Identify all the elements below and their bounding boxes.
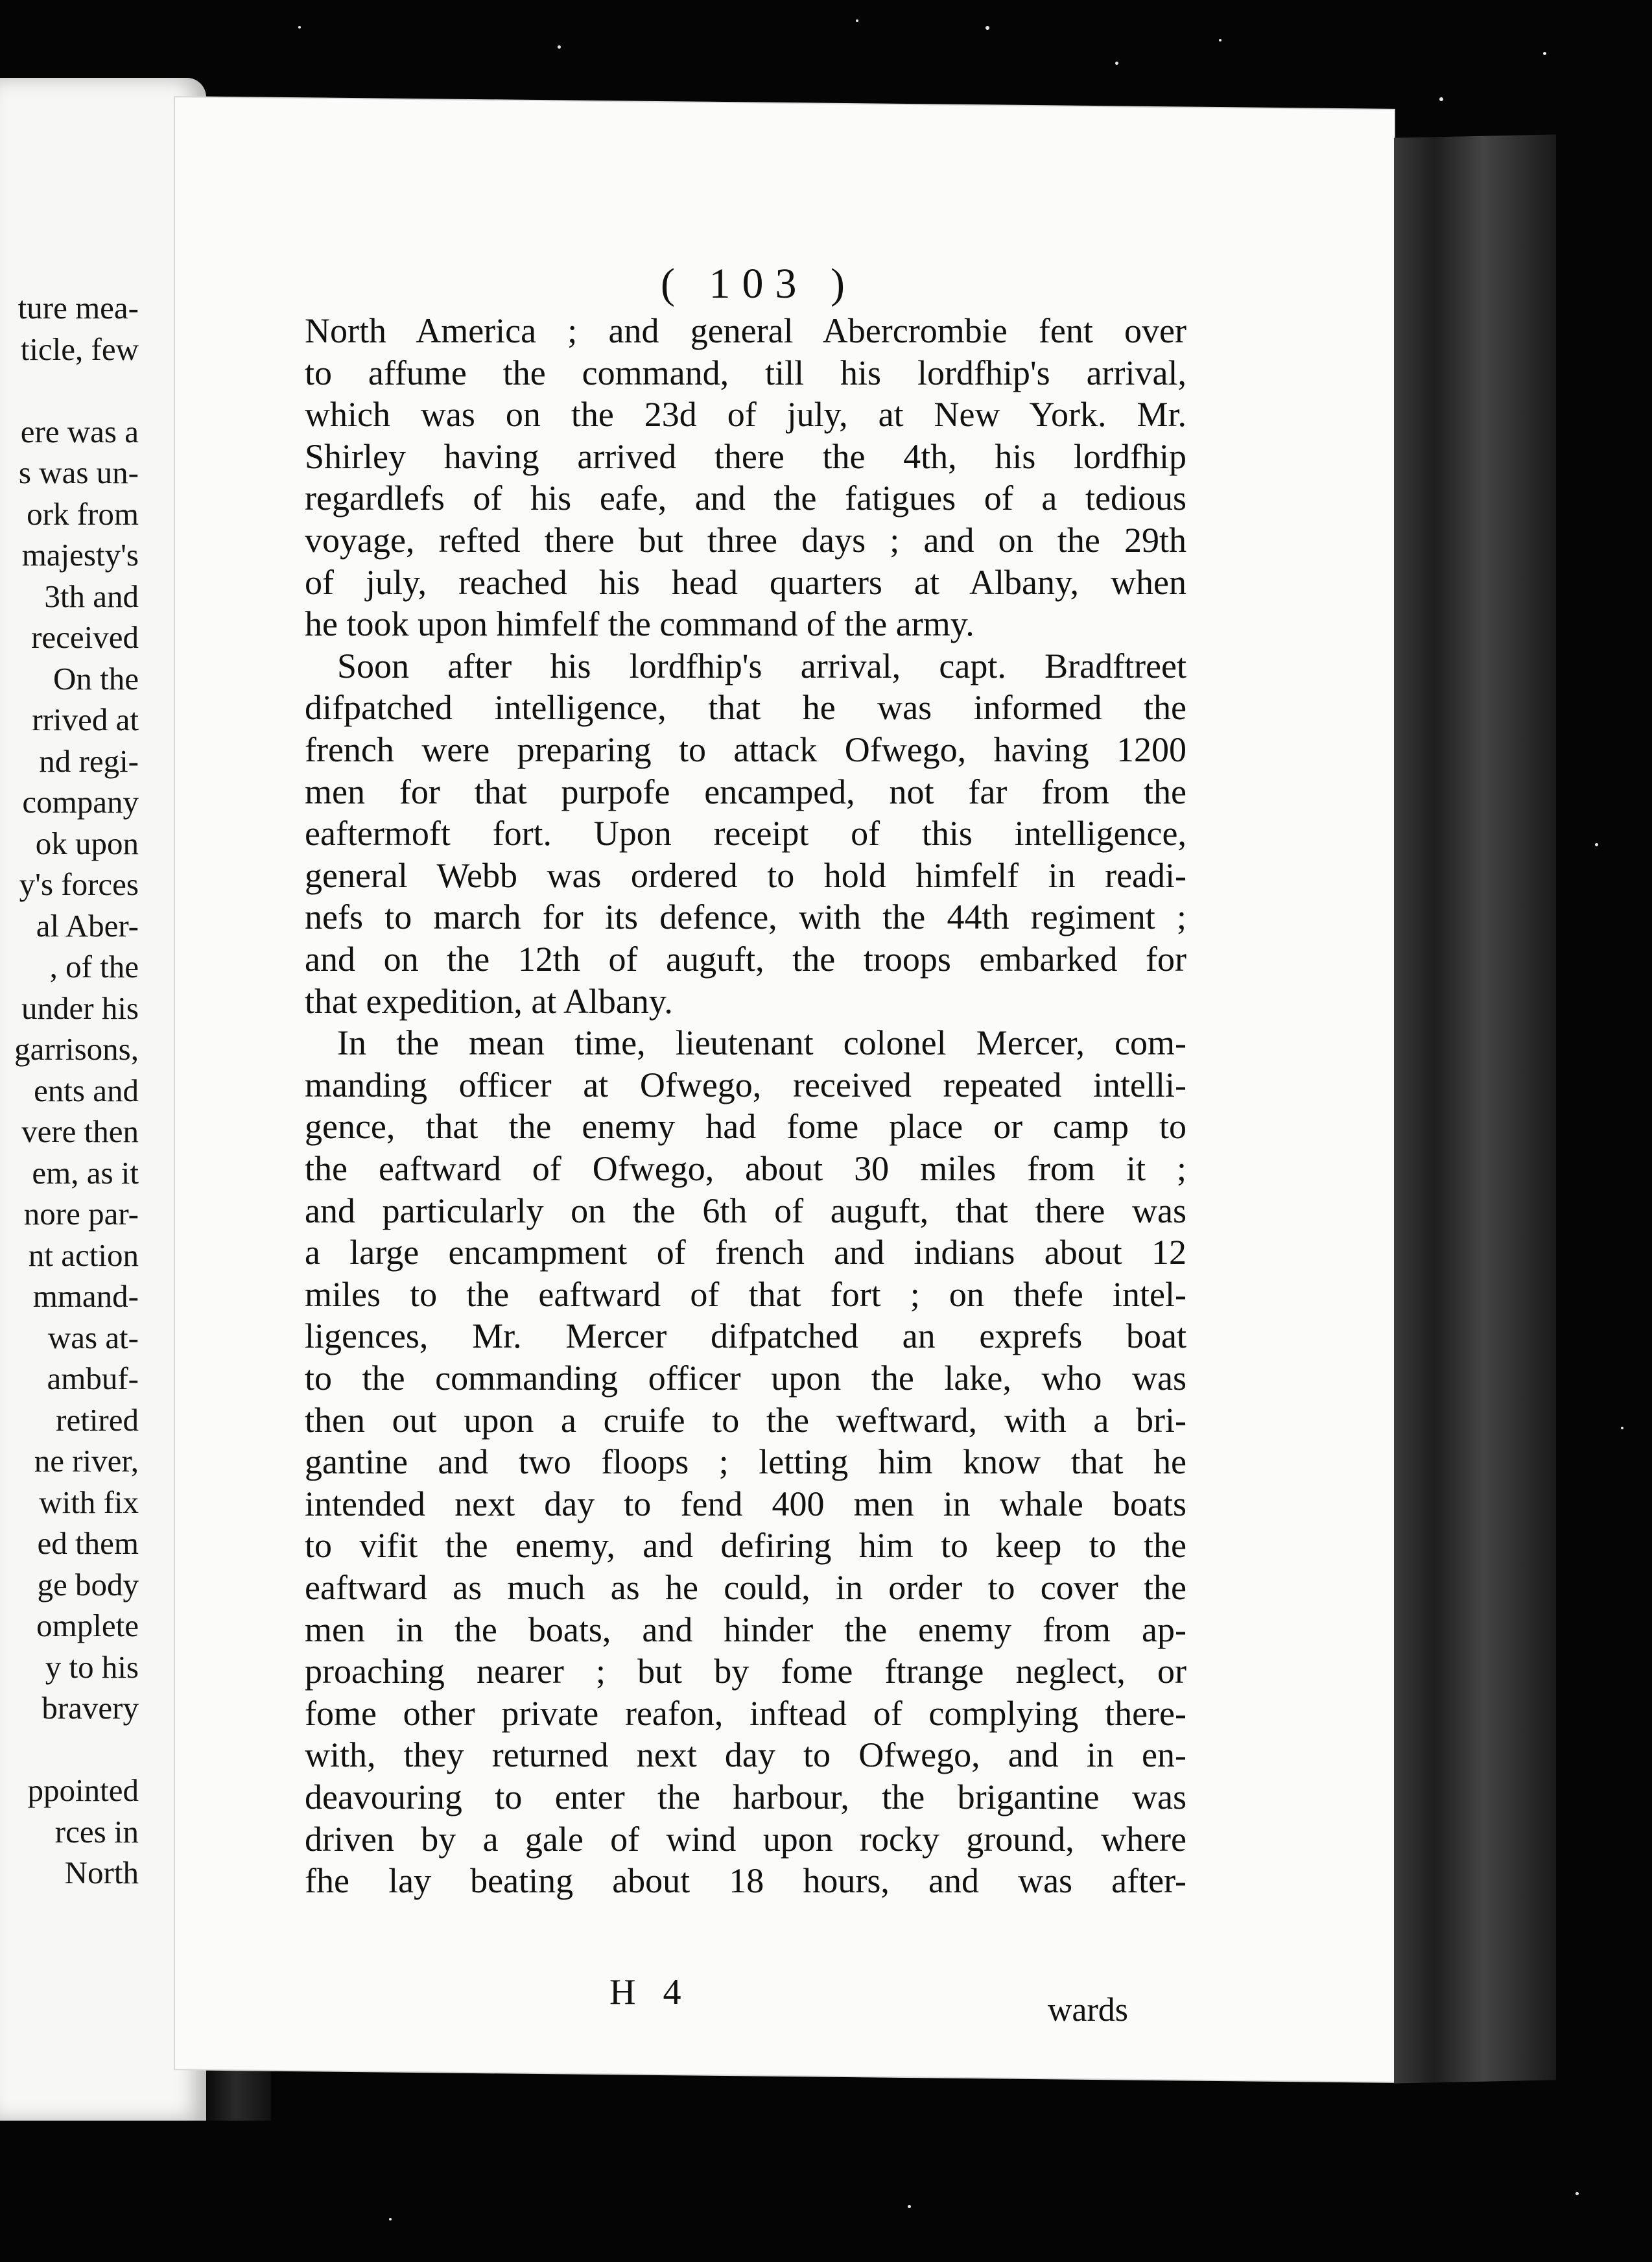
left-page-line: was at- [47, 1319, 139, 1355]
left-page-line: North [64, 1855, 139, 1890]
left-page-line: ticle, few [20, 331, 139, 367]
text-line: and on the 12th of auguft, the troops embarked for [305, 940, 1186, 979]
text-line: to affume the command, till his lordfhip's arrival, [305, 353, 1186, 392]
left-page-line: On the [53, 660, 139, 696]
left-page-line: , of the [49, 949, 139, 984]
text-line: a large encampment of french and indians about 12 [305, 1233, 1186, 1272]
left-page-line: with fix [39, 1484, 139, 1520]
left-page-line: retired [56, 1401, 139, 1438]
left-page-line: nore par- [23, 1196, 139, 1232]
text-line: Shirley having arrived there the 4th, his lordfhip [305, 436, 1186, 476]
left-page-line: mmand- [32, 1278, 139, 1314]
text-line: regardlefs of his eafe, and the fatigues of a tedious [305, 479, 1186, 518]
left-page-line: rces in [54, 1813, 139, 1850]
text-line: which was on the 23d of july, at New York. Mr. [305, 395, 1186, 435]
left-page-line: y's forces [19, 866, 139, 902]
text-line: ligences, Mr. Mercer difpatched an exprefs boat [305, 1316, 1186, 1356]
text-line: proaching nearer ; but by fome ftrange neglect, or [305, 1652, 1186, 1691]
left-page-line: nd regi- [39, 743, 139, 779]
page-edge [1394, 134, 1556, 2083]
text-line: nefs to march for its defence, with the 44th regiment ; [305, 898, 1186, 937]
text-line: difpatched intelligence, that he was informed the [305, 688, 1186, 728]
left-page-line: ok upon [35, 825, 139, 861]
text-line: eaftward as much as he could, in order to cover the [305, 1568, 1186, 1607]
left-page-line: s was un- [18, 455, 139, 490]
left-page-line: received [31, 619, 139, 655]
left-page-line: y to his [45, 1649, 139, 1685]
text-line: that expedition, at Albany. [305, 981, 673, 1021]
left-page-line: rrived at [32, 702, 139, 737]
text-line: men for that purpofe encamped, not far from the [305, 772, 1186, 811]
text-line: of july, reached his head quarters at Albany, when [305, 562, 1186, 602]
left-page-line: majesty's [21, 537, 139, 573]
left-page-line: ambuf- [47, 1361, 139, 1396]
text-line: manding officer at Ofwego, received repeated intelli- [305, 1065, 1186, 1104]
left-page-line: omplete [36, 1608, 139, 1643]
text-line: men in the boats, and hinder the enemy from ap- [305, 1610, 1186, 1649]
left-page-line: ork from [27, 495, 139, 532]
left-page-line: ture mea- [18, 290, 139, 326]
left-page-line: ne river, [34, 1443, 139, 1479]
signature-mark: H 4 [609, 1972, 690, 2012]
page-number: ( 103 ) [661, 260, 856, 307]
catchword: wards [1047, 1992, 1128, 2029]
left-page-line: 3th and [44, 578, 139, 614]
text-line: gence, that the enemy had fome place or camp to [305, 1107, 1186, 1147]
text-line: eaftermoft fort. Upon receipt of this intelligence, [305, 814, 1186, 853]
text-line: driven by a gale of wind upon rocky ground, where [305, 1819, 1186, 1859]
left-page-line: em, as it [32, 1154, 139, 1191]
text-line: general Webb was ordered to hold himfelf in readi- [305, 855, 1186, 895]
left-page-line: ents and [34, 1072, 139, 1108]
text-line: to the commanding officer upon the lake, who was [305, 1359, 1186, 1398]
text-line: In the mean time, lieutenant colonel Mercer, com- [337, 1023, 1186, 1063]
left-page-line: ed them [37, 1525, 139, 1561]
text-line: fhe lay beating about 18 hours, and was after- [305, 1861, 1186, 1901]
text-line: North America ; and general Abercrombie fent over [305, 311, 1186, 350]
text-line: intended next day to fend 400 men in whale boats [305, 1484, 1186, 1523]
text-line: then out upon a cruife to the weftward, with a bri- [305, 1400, 1186, 1440]
text-line: voyage, refted there but three days ; and on the 29th [305, 521, 1186, 560]
text-line: french were preparing to attack Ofwego, having 1200 [305, 730, 1186, 769]
left-page-line: nt action [28, 1237, 139, 1273]
left-page-line: ppointed [27, 1772, 139, 1808]
text-line: with, they returned next day to Ofwego, and in en- [305, 1735, 1186, 1775]
left-page-line: company [22, 784, 139, 820]
left-page-line: garrisons, [14, 1031, 139, 1067]
left-page-line: al Aber- [36, 907, 139, 944]
text-line: miles to the eaftward of that fort ; on thefe intel- [305, 1274, 1186, 1314]
text-line: the eaftward of Ofwego, about 30 miles from it ; [305, 1149, 1186, 1188]
left-page-line: bravery [41, 1690, 139, 1726]
text-line: to vifit the enemy, and defiring him to keep to the [305, 1526, 1186, 1566]
left-page-line: ge body [37, 1566, 139, 1602]
text-line: and particularly on the 6th of auguft, that there was [305, 1191, 1186, 1230]
text-line: fome other private reafon, inftead of complying there- [305, 1693, 1186, 1733]
text-line: gantine and two floops ; letting him know that he [305, 1442, 1186, 1482]
left-page-line: vere then [21, 1113, 139, 1149]
left-page-line: under his [21, 990, 139, 1026]
left-page-line: ere was a [20, 413, 139, 449]
text-line: he took upon himfelf the command of the army. [305, 604, 974, 644]
text-line: deavouring to enter the harbour, the brigantine was [305, 1778, 1186, 1816]
text-line: Soon after his lordfhip's arrival, capt. Bradftreet [337, 646, 1186, 685]
